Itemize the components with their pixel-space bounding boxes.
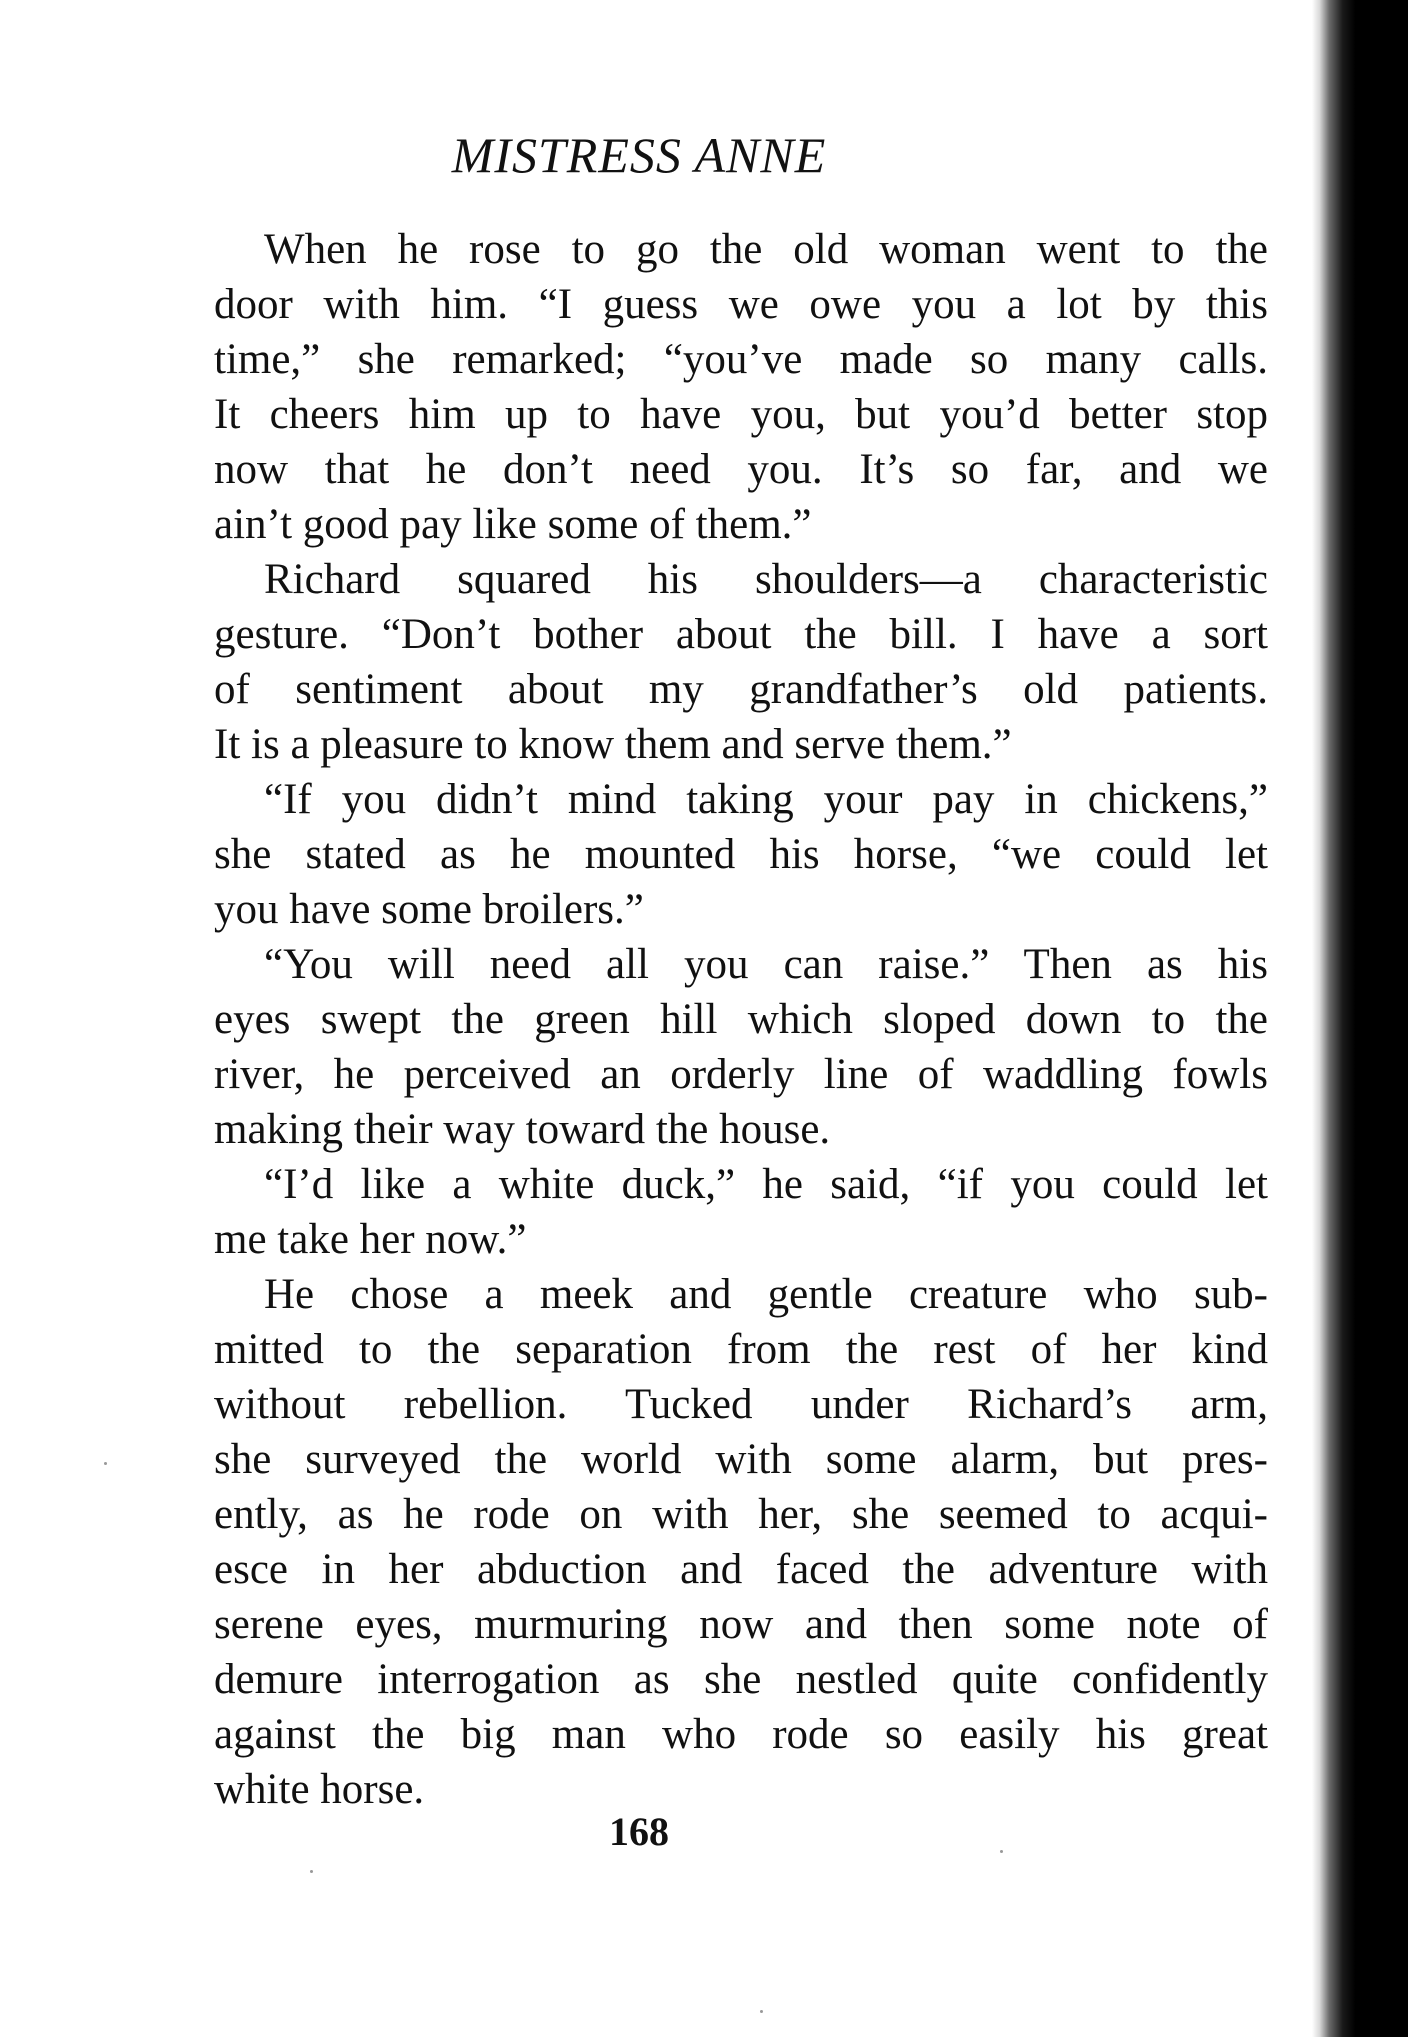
text-line: When he rose to go the old woman went to the	[264, 226, 1268, 273]
text-line: she stated as he mounted his horse, “we could let	[214, 831, 1268, 878]
text-line: me take her now.”	[214, 1216, 527, 1263]
text-line: “You will need all you can raise.” Then as his	[264, 941, 1268, 988]
paper-speck	[760, 2010, 763, 2013]
text-line: “I’d like a white duck,” he said, “if you could let	[264, 1161, 1268, 1208]
paper-speck	[104, 1462, 107, 1465]
text-line: mitted to the separation from the rest of her kind	[214, 1326, 1268, 1373]
text-line: It cheers him up to have you, but you’d better stop	[214, 391, 1268, 438]
text-line: Richard squared his shoulders—a characteristic	[264, 556, 1268, 603]
running-head: MISTRESS ANNE	[451, 127, 827, 183]
binding-shadow	[1312, 0, 1408, 2037]
text-line: without rebellion. Tucked under Richard’s arm,	[214, 1381, 1268, 1428]
text-line: ently, as he rode on with her, she seemed to acqui-	[214, 1491, 1268, 1538]
text-line: ain’t good pay like some of them.”	[214, 501, 812, 548]
text-line: time,” she remarked; “you’ve made so many calls.	[214, 336, 1268, 383]
text-line: “If you didn’t mind taking your pay in chickens,”	[264, 776, 1268, 823]
text-line: making their way toward the house.	[214, 1106, 831, 1153]
text-line: serene eyes, murmuring now and then some note of	[214, 1601, 1268, 1648]
text-line: He chose a meek and gentle creature who sub-	[264, 1271, 1268, 1318]
text-line: door with him. “I guess we owe you a lot by this	[214, 281, 1268, 328]
paper-speck	[310, 1870, 313, 1873]
text-line: eyes swept the green hill which sloped down to the	[214, 996, 1268, 1043]
text-line: she surveyed the world with some alarm, but pres-	[214, 1436, 1268, 1483]
text-line: river, he perceived an orderly line of waddling fowls	[214, 1051, 1268, 1098]
page-number: 168	[609, 1809, 669, 1854]
text-line: white horse.	[214, 1766, 425, 1813]
paper-speck	[1000, 1850, 1003, 1853]
text-line: of sentiment about my grandfather’s old patients.	[214, 666, 1268, 713]
text-line: demure interrogation as she nestled quite confidently	[214, 1656, 1268, 1703]
text-line: It is a pleasure to know them and serve them.”	[214, 721, 1012, 768]
text-line: against the big man who rode so easily his great	[214, 1711, 1268, 1758]
text-line: now that he don’t need you. It’s so far, and we	[214, 446, 1268, 493]
text-line: gesture. “Don’t bother about the bill. I have a sort	[214, 611, 1268, 658]
text-line: you have some broilers.”	[214, 886, 644, 933]
body-text	[214, 222, 1268, 1817]
text-line: esce in her abduction and faced the adventure with	[214, 1546, 1268, 1593]
